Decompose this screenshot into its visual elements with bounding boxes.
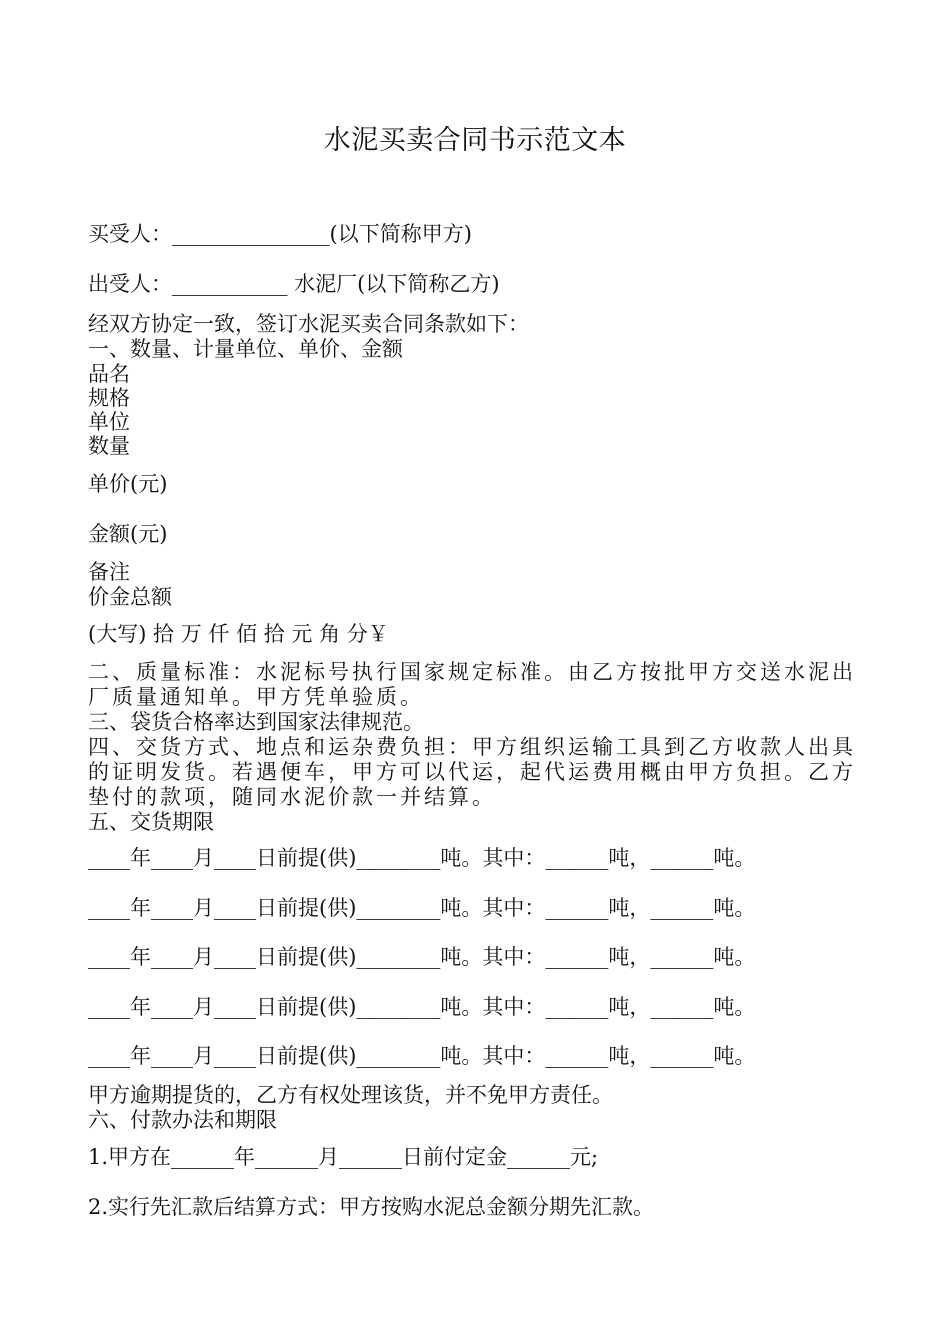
field-amount: 金额(元) xyxy=(88,522,168,546)
delivery-row: ____年____月____日前提(供)________吨。其中：______吨，______吨。 xyxy=(88,995,756,1019)
field-spec: 规格 xyxy=(88,386,130,410)
buyer-line: 买受人：_______________(以下简称甲方) xyxy=(88,222,472,246)
delivery-row: ____年____月____日前提(供)________吨。其中：______吨，______吨。 xyxy=(88,945,756,969)
intro-text: 经双方协定一致，签订水泥买卖合同条款如下： xyxy=(88,312,529,336)
delivery-row: ____年____月____日前提(供)________吨。其中：______吨，______吨。 xyxy=(88,846,756,870)
seller-line: 出受人：___________ 水泥厂(以下简称乙方) xyxy=(88,272,500,296)
section6-heading: 六、付款办法和期限 xyxy=(88,1108,277,1132)
capital-amount-line: (大写) 拾 万 仟 佰 拾 元 角 分￥ xyxy=(88,622,389,646)
section2-quality: 二、质量标准：水泥标号执行国家规定标准。由乙方按批甲方交送水泥出厂质量通知单。甲方凭单验质。 xyxy=(88,660,856,709)
delivery-row: ____年____月____日前提(供)________吨。其中：______吨，______吨。 xyxy=(88,896,756,920)
section5-heading: 五、交货期限 xyxy=(88,810,214,834)
overdue-clause: 甲方逾期提货的，乙方有权处理该货，并不免甲方责任。 xyxy=(88,1083,613,1107)
section3-packaging: 三、袋货合格率达到国家法律规范。 xyxy=(88,710,424,734)
payment-item-1: 1.甲方在______年______月______日前付定金______元; xyxy=(88,1145,599,1169)
field-unit: 单位 xyxy=(88,410,130,434)
field-product-name: 品名 xyxy=(88,362,130,386)
field-unit-price: 单价(元) xyxy=(88,472,168,496)
delivery-row: ____年____月____日前提(供)________吨。其中：______吨，______吨。 xyxy=(88,1044,756,1068)
section1-heading: 一、数量、计量单位、单价、金额 xyxy=(88,337,403,361)
field-quantity: 数量 xyxy=(88,434,130,458)
field-remark: 备注 xyxy=(88,560,130,584)
section4-delivery-method: 四、交货方式、地点和运杂费负担：甲方组织运输工具到乙方收款人出具的证明发货。若遇便车，甲方可以代运，起代运费用概由甲方负担。乙方垫付的款项，随同水泥价款一并结算。 xyxy=(88,735,856,809)
field-total: 价金总额 xyxy=(88,585,172,609)
document-title: 水泥买卖合同书示范文本 xyxy=(323,125,627,156)
payment-item-2: 2.实行先汇款后结算方式：甲方按购水泥总金额分期先汇款。 xyxy=(88,1195,655,1219)
